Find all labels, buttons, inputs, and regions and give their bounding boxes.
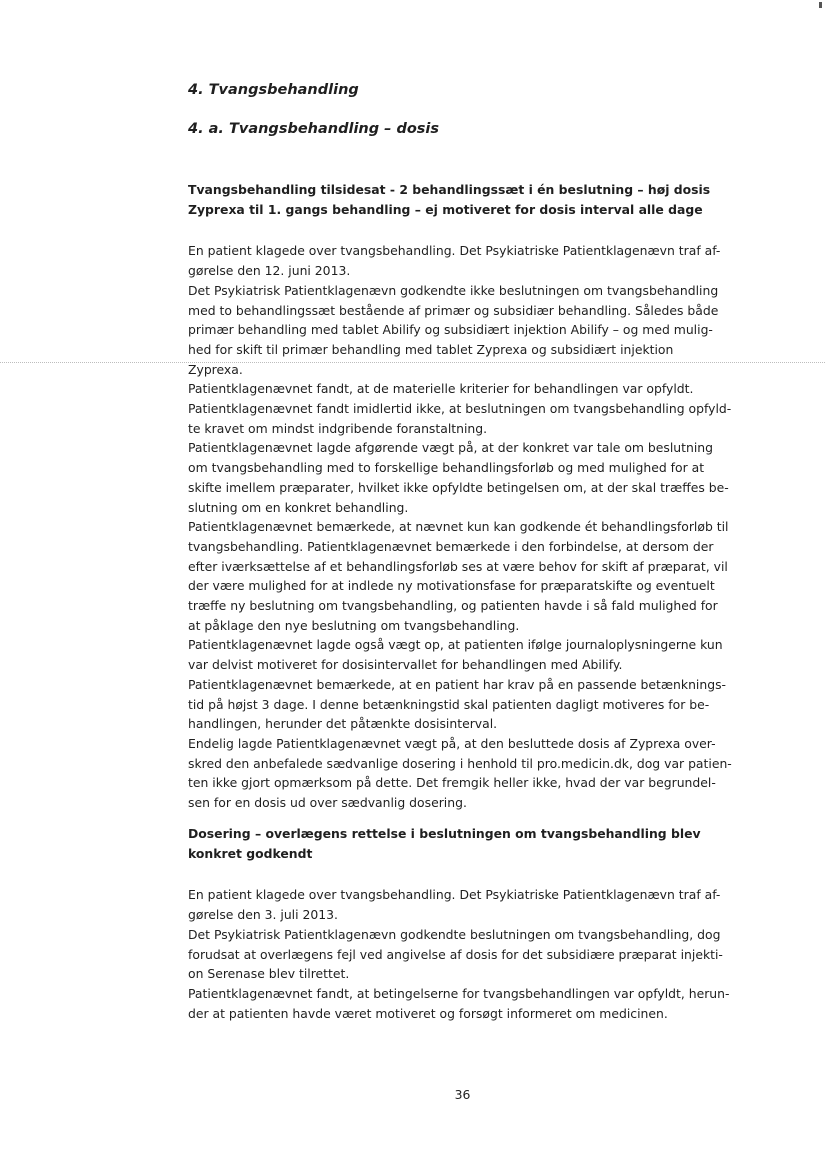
body-line: var delvist motiveret for dosisintervallet for behandlingen med Abilify. xyxy=(188,657,623,673)
body-line: hed for skift til primær behandling med tablet Zyprexa og subsidiært injektion xyxy=(188,341,674,357)
body-line: En patient klagede over tvangsbehandling. Det Psykiatriske Patientklagenævn traf af- xyxy=(188,887,721,903)
body-line: Patientklagenævnet lagde også vægt op, at patienten ifølge journaloplysningerne kun xyxy=(188,637,723,653)
body-line: der være mulighed for at indlede ny motivationsfase for præparatskifte og eventuelt xyxy=(188,578,715,594)
body-line: der at patienten havde været motiveret og forsøgt informeret om medicinen. xyxy=(188,1005,668,1021)
case-section-2 xyxy=(188,824,748,1023)
body-line: Patientklagenævnet bemærkede, at nævnet kun kan godkende ét behandlingsforløb til xyxy=(188,519,729,535)
body-line: træffe ny beslutning om tvangsbehandling, og patienten havde i så fald mulighed for xyxy=(188,598,718,614)
subchapter-heading: 4. a. Tvangsbehandling – dosis xyxy=(188,121,440,137)
scan-corner-mark xyxy=(819,2,822,8)
case-section-1 xyxy=(188,180,748,813)
body-line: te kravet om mindst indgribende foranstaltning. xyxy=(188,420,488,436)
body-line: primær behandling med tablet Abilify og subsidiært injektion Abilify – og med mulig- xyxy=(188,322,713,338)
case-2-body xyxy=(188,885,748,1023)
body-line: Det Psykiatrisk Patientklagenævn godkendte beslutningen om tvangsbehandling, dog xyxy=(188,926,721,942)
body-line: at påklage den nye beslutning om tvangsbehandling. xyxy=(188,617,520,633)
body-line: Patientklagenævnet bemærkede, at en patient har krav på en passende betænknings- xyxy=(188,676,727,692)
body-line: skifte imellem præparater, hvilket ikke opfyldte betingelsen om, at der skal træffes be- xyxy=(188,479,729,495)
case-1-title-line: Zyprexa til 1. gangs behandling – ej motiveret for dosis interval alle dage xyxy=(188,201,703,217)
body-line: skred den anbefalede sædvanlige dosering i henhold til pro.medicin.dk, dog var patien- xyxy=(188,755,732,771)
body-line: Patientklagenævnet fandt, at betingelserne for tvangsbehandlingen var opfyldt, herun- xyxy=(188,985,730,1001)
body-line: tvangsbehandling. Patientklagenævnet bemærkede i den forbindelse, at dersom der xyxy=(188,538,714,554)
body-line: om tvangsbehandling med to forskellige behandlingsforløb og med mulighed for at xyxy=(188,460,705,476)
body-line: Patientklagenævnet lagde afgørende vægt på, at der konkret var tale om beslutning xyxy=(188,440,714,456)
body-line: gørelse den 12. juni 2013. xyxy=(188,263,351,279)
case-2-title-line: konkret godkendt xyxy=(188,845,313,861)
body-line: slutning om en konkret behandling. xyxy=(188,499,409,515)
body-line: sen for en dosis ud over sædvanlig dosering. xyxy=(188,795,467,811)
body-line: handlingen, herunder det påtænkte dosisinterval. xyxy=(188,716,498,732)
case-1-body xyxy=(188,241,748,812)
case-2-title xyxy=(188,824,748,863)
body-line: tid på højst 3 dage. I denne betænkningstid skal patienten dagligt motiveres for be- xyxy=(188,696,710,712)
body-line: forudsat at overlægens fejl ved angivelse af dosis for det subsidiære præparat injekti- xyxy=(188,946,723,962)
chapter-heading: 4. Tvangsbehandling xyxy=(188,82,359,98)
page-number: 36 xyxy=(454,1087,471,1102)
body-line: gørelse den 3. juli 2013. xyxy=(188,907,338,923)
body-line: med to behandlingssæt bestående af primær og subsidiær behandling. Således både xyxy=(188,302,719,318)
case-1-title xyxy=(188,180,748,219)
body-line: efter iværksættelse af et behandlingsforløb ses at være behov for skift af præparat, vil xyxy=(188,558,728,574)
case-2-title-line: Dosering – overlægens rettelse i beslutningen om tvangsbehandling blev xyxy=(188,826,701,841)
body-line: Zyprexa. xyxy=(188,361,243,377)
body-line: Det Psykiatrisk Patientklagenævn godkendte ikke beslutningen om tvangsbehandling xyxy=(188,282,719,298)
body-line: En patient klagede over tvangsbehandling. Det Psykiatriske Patientklagenævn traf af- xyxy=(188,243,721,259)
body-line: Patientklagenævnet fandt imidlertid ikke, at beslutningen om tvangsbehandling opfyld- xyxy=(188,401,732,417)
body-line: ten ikke gjort opmærksom på dette. Det fremgik heller ikke, hvad der var begrundel- xyxy=(188,775,716,791)
body-line: Patientklagenævnet fandt, at de materielle kriterier for behandlingen var opfyldt. xyxy=(188,381,694,397)
body-line: Endelig lagde Patientklagenævnet vægt på, at den besluttede dosis af Zyprexa over- xyxy=(188,735,716,751)
body-line: on Serenase blev tilrettet. xyxy=(188,966,350,982)
case-1-title-line: Tvangsbehandling tilsidesat - 2 behandlingssæt i én beslutning – høj dosis xyxy=(188,182,711,197)
